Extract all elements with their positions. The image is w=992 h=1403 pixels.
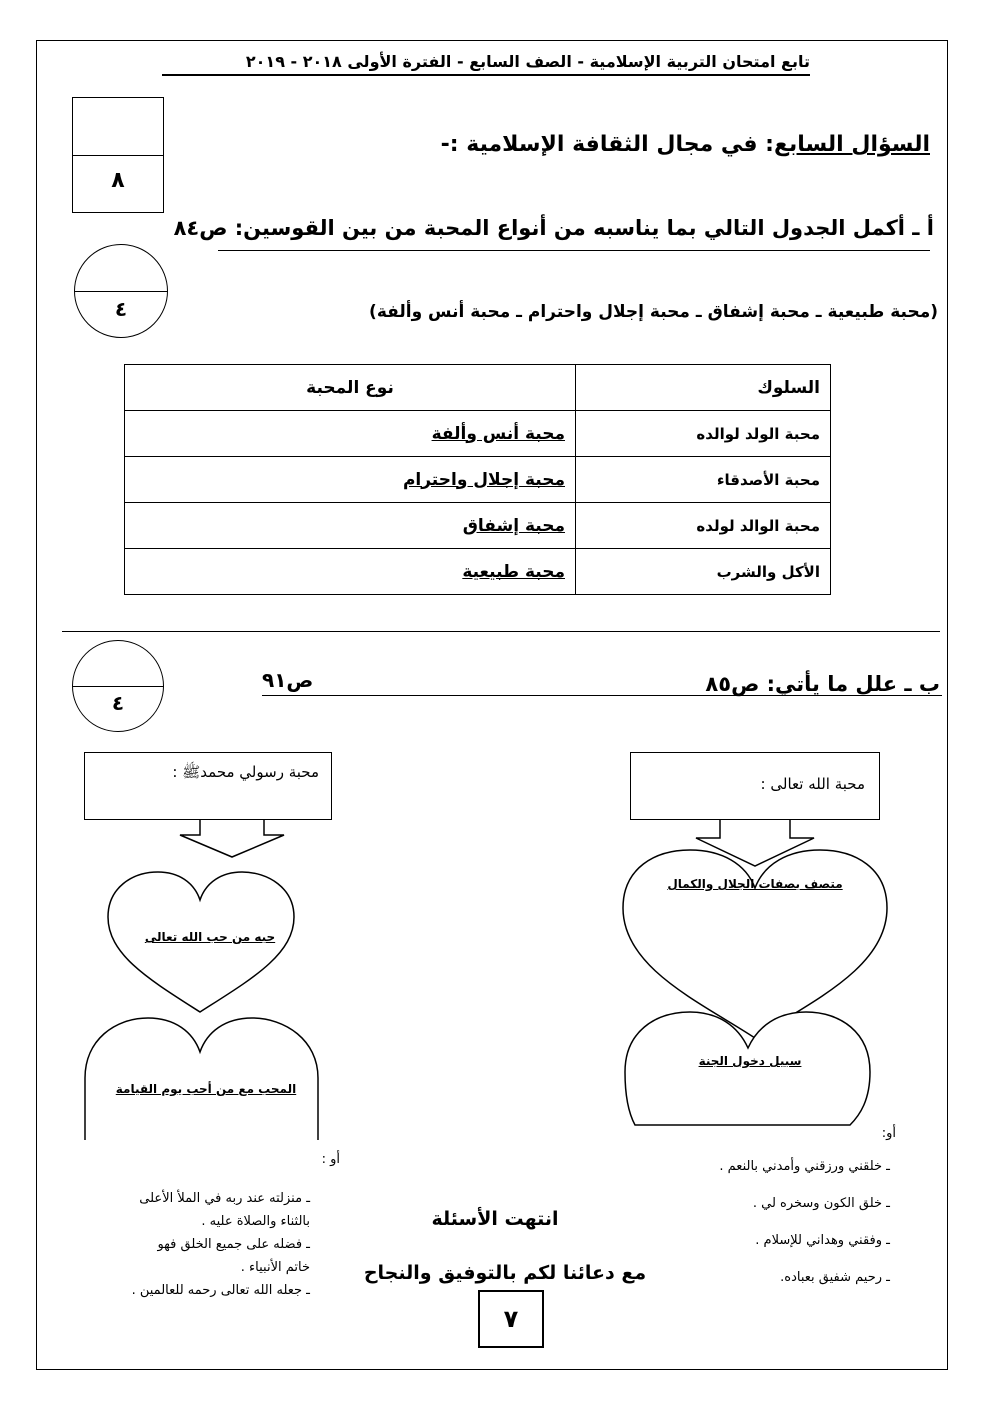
right-heart-1-text: متصف بصفات الجلال والكمال [667, 877, 843, 891]
good-luck-message: مع دعائنا لكم بالتوفيق والنجاح [363, 1262, 647, 1284]
table-row [125, 503, 831, 549]
part-a-options: (محبة طبيعية ـ محبة إشفاق ـ محبة إجلال واحترام ـ محبة أنس وألفة) [369, 302, 938, 322]
heart-icon [85, 1018, 318, 1140]
score-divider [73, 155, 163, 156]
right-reasons-list [660, 1160, 890, 1294]
table-cell-answer [125, 457, 576, 503]
table-cell-answer [125, 549, 576, 595]
left-arrow-icon [180, 820, 284, 857]
table-cell-behavior: محبة الأصدقاء [576, 457, 831, 503]
circle-divider [73, 686, 163, 687]
answer-text: محبة إجلال واحترام [402, 469, 565, 490]
list-item: ـ رحيم شفيق بعباده. [780, 1270, 890, 1285]
answer-text: محبة أنس وألفة [431, 423, 565, 444]
part-a-score: ٤ [114, 296, 128, 321]
list-item: ـ خلق الكون وسخره لي . [752, 1196, 890, 1211]
list-item: ـ خلقني ورزقني وأمدني بالنعم . [719, 1159, 890, 1174]
prophet-love-label: محبة رسولي محمدﷺ : [172, 763, 319, 781]
right-or-label: أو: [881, 1126, 896, 1141]
table-cell-answer [125, 503, 576, 549]
circle-divider [75, 291, 167, 292]
question-title [441, 132, 930, 157]
part-a-instruction: أ ـ أكمل الجدول التالي بما يناسبه من أنواع المحبة من بين القوسين: ص٨٤ [173, 216, 934, 240]
prophet-love-box [84, 752, 332, 820]
allah-love-box [630, 752, 880, 820]
part-a-score-circle [74, 244, 168, 338]
part-b-underline [262, 695, 942, 696]
header-underline [162, 74, 810, 76]
left-heart-1-text: حبه من حب الله تعالى [144, 930, 276, 944]
table-header-type: نوع المحبة [125, 365, 576, 411]
left-heart-2-text: المحب مع من أحب يوم القيامة [115, 1082, 297, 1096]
table-header-row [125, 365, 831, 411]
part-b-score: ٤ [111, 691, 125, 716]
question-title-rest: : في مجال الثقافة الإسلامية :- [440, 132, 774, 157]
question-score-box [72, 97, 164, 213]
end-of-questions: انتهت الأسئلة [431, 1208, 559, 1230]
part-b-page-ref: ص٩١ [262, 668, 314, 692]
list-item: ـ فضله على جميع الخلق فهو [157, 1237, 310, 1252]
right-heart-2-text: سبيل دخول الجنة [698, 1054, 802, 1068]
answer-text: محبة إشفاق [462, 515, 565, 536]
list-item: ـ وفقني وهداني للإسلام . [755, 1233, 890, 1248]
page-number: ٧ [478, 1290, 544, 1348]
table-row [125, 457, 831, 503]
table-header-behavior: السلوك [576, 365, 831, 411]
part-b-score-circle [72, 640, 164, 732]
love-types-table [124, 364, 831, 595]
part-a-underline [218, 250, 930, 251]
part-b-instruction: ب ـ علل ما يأتي: ص٨٥ [705, 672, 940, 696]
table-row [125, 411, 831, 457]
allah-love-label: محبة الله تعالى : [760, 775, 865, 793]
table-cell-behavior: محبة الوالد لولده [576, 503, 831, 549]
question-label: السؤال السابع [773, 132, 930, 157]
list-item: خاتم الأنبياء . [240, 1260, 310, 1275]
table-cell-answer [125, 411, 576, 457]
question-score: ٨ [111, 168, 125, 193]
list-item: ـ منزلته عند ربه في الملأ الأعلى [139, 1191, 310, 1206]
table-row [125, 549, 831, 595]
left-or-label: أو : [321, 1152, 340, 1167]
exam-header: تابع امتحان التربية الإسلامية - الصف السابع - الفترة الأولى ٢٠١٨ - ٢٠١٩ [245, 52, 810, 71]
left-reasons-list [60, 1192, 310, 1307]
section-separator [62, 631, 940, 632]
table-cell-behavior: محبة الولد لوالده [576, 411, 831, 457]
list-item: ـ جعله الله تعالى رحمه للعالمين . [131, 1283, 310, 1298]
list-item: بالثناء والصلاة عليه . [201, 1214, 310, 1229]
table-cell-behavior: الأكل والشرب [576, 549, 831, 595]
answer-text: محبة طبيعية [462, 561, 565, 582]
